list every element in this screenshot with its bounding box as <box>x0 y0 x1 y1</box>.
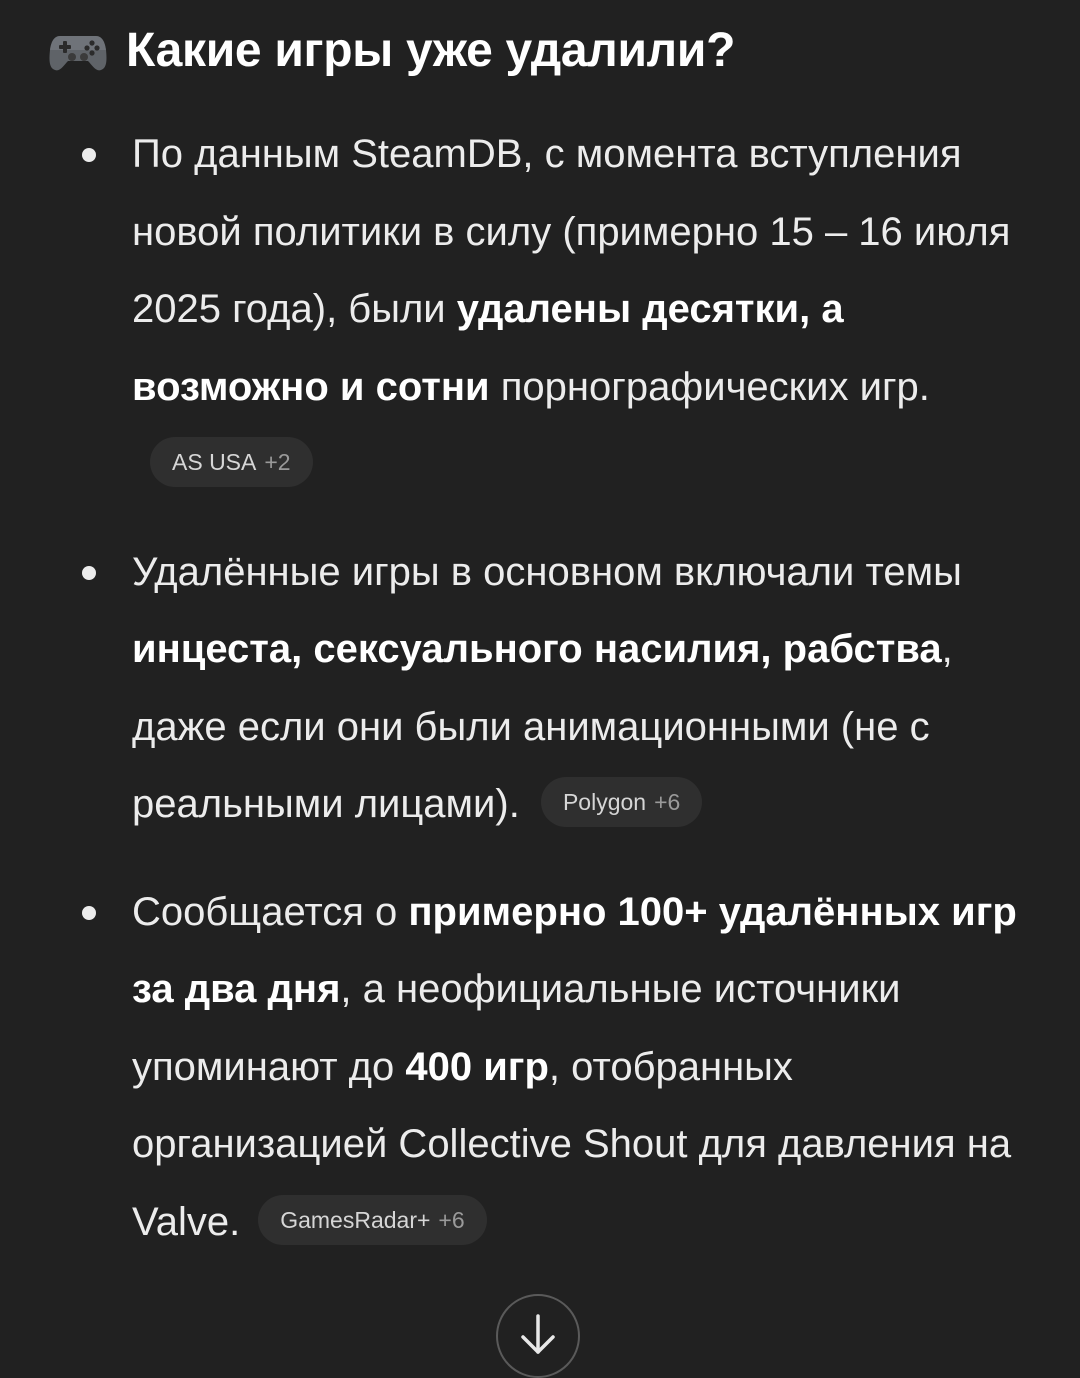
bullet-text: По данным SteamDB, с момента вступления новой политики в силу (примерно 15 – 16 июля 2025 года), были <box>132 132 1011 331</box>
game-controller-icon <box>46 18 110 82</box>
bullet-text: Сообщается о <box>132 889 409 934</box>
bullet-text: порнографических игр. <box>489 364 930 409</box>
section-heading <box>46 18 735 82</box>
bullet-bold-text: инцеста, сексуального насилия, рабства <box>132 627 942 671</box>
source-count: +6 <box>654 789 681 816</box>
source-count: +2 <box>264 449 291 476</box>
source-chip-gamesradar[interactable] <box>258 1195 486 1245</box>
source-name: GamesRadar+ <box>280 1206 431 1233</box>
source-name: Polygon <box>562 789 647 816</box>
source-chip-polygon[interactable] <box>541 777 702 827</box>
scroll-to-bottom-button[interactable] <box>496 1294 580 1378</box>
section-heading-text: Какие игры уже удалили? <box>126 23 736 77</box>
bullet-bold-text: 400 игр <box>405 1044 549 1089</box>
source-name: AS USA <box>172 449 257 476</box>
bullet-text: , отобранных организацией Collective Shout для давления на Valve. <box>132 1044 1012 1244</box>
list-item <box>0 116 1080 504</box>
bullet-list <box>0 116 1080 1261</box>
arrow-down-icon <box>518 1314 558 1356</box>
list-item <box>0 874 1080 1262</box>
bullet-text: Удалённые игры в основном включали темы <box>132 549 962 594</box>
bullet-text: , а неофициальные источники упоминают до <box>132 967 901 1089</box>
bullet-text: , даже если они были анимационными (не с реальными лицами). <box>132 627 953 826</box>
list-item <box>0 534 1080 844</box>
bullet-bold-text: удалены десятки, а возможно и сотни <box>132 287 844 409</box>
source-chip-as-usa[interactable] <box>150 437 313 487</box>
bullet-bold-text: примерно 100+ удалённых игр за два дня <box>132 889 1017 1011</box>
source-count: +6 <box>438 1206 465 1233</box>
